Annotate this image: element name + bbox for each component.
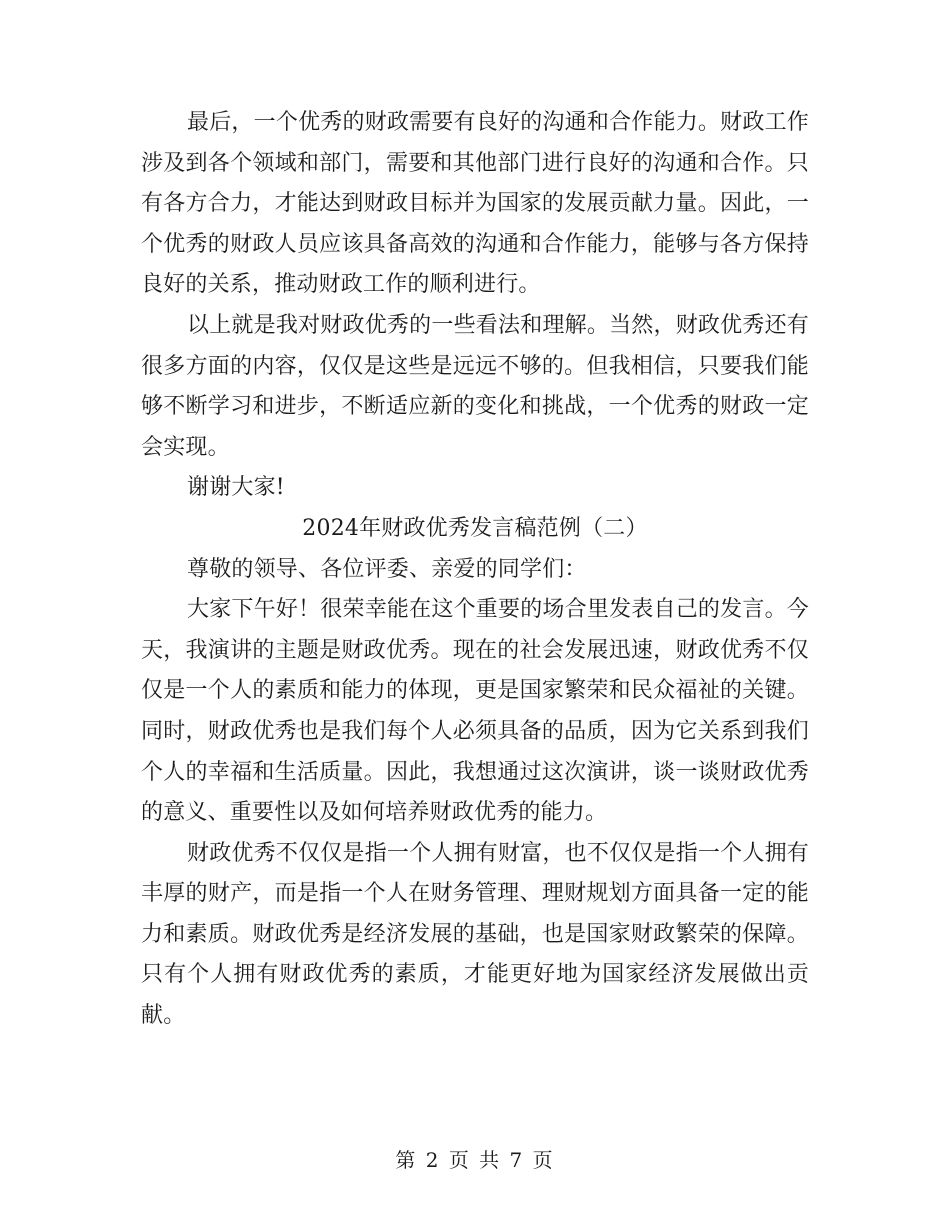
paragraph-thanks: 谢谢大家!	[187, 475, 285, 501]
paragraph-communication: 最后，一个优秀的财政需要有良好的沟通和合作能力。财政工作涉及到各个领域和部门，需要和其他部门进行良好的沟通和合作。只有各方合力，才能达到财政目标并为国家的发展贡献力量。因此，一个优秀的财政人员应该具备高效的沟通和合作能力，能够与各方保持良好的关系，推动财政工作的顺利进行。	[141, 110, 809, 298]
section-title: 2024年财政优秀发言稿范例（二）	[302, 515, 648, 541]
paragraph-definition: 财政优秀不仅仅是指一个人拥有财富，也不仅仅是指一个人拥有丰厚的财产，而是指一个人在财务管理、理财规划方面具备一定的能力和素质。财政优秀是经济发展的基础，也是国家财政繁荣的保障。只有个人拥有财政优秀的素质，才能更好地为国家经济发展做出贡献。	[141, 840, 809, 1029]
page-number-footer: 第 2 页 共 7 页	[395, 1148, 555, 1172]
paragraph-salutation: 尊敬的领导、各位评委、亲爱的同学们：	[187, 556, 587, 582]
document-body	[141, 103, 809, 1037]
paragraph-summary: 以上就是我对财政优秀的一些看法和理解。当然，财政优秀还有很多方面的内容，仅仅是这些是远远不够的。但我相信，只要我们能够不断学习和进步，不断适应新的变化和挑战，一个优秀的财政一定会实现。	[141, 312, 809, 460]
paragraph-opening: 大家下午好！很荣幸能在这个重要的场合里发表自己的发言。今天，我演讲的主题是财政优秀。现在的社会发展迅速，财政优秀不仅仅是一个人的素质和能力的体现，更是国家繁荣和民众福祉的关键。同时，财政优秀也是我们每个人必须具备的品质，因为它关系到我们个人的幸福和生活质量。因此，我想通过这次演讲，谈一谈财政优秀的意义、重要性以及如何培养财政优秀的能力。	[141, 597, 809, 826]
